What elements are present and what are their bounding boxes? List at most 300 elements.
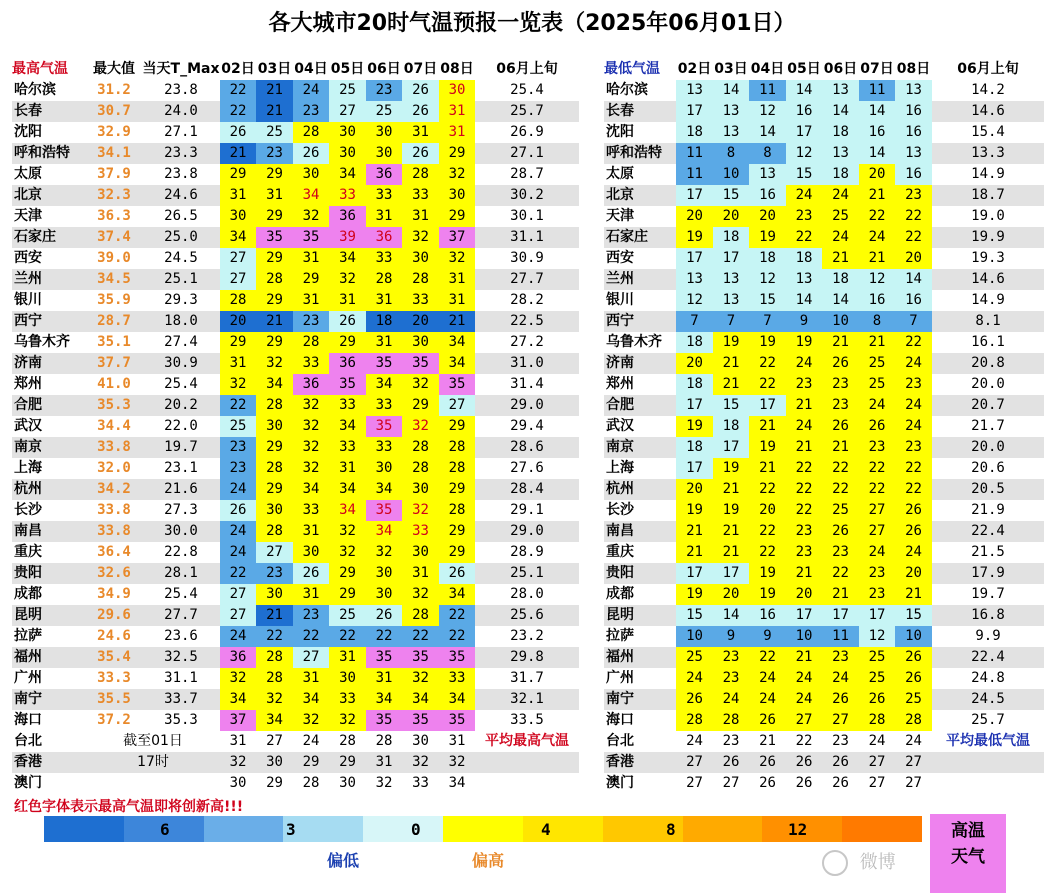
max-record-value: 32.6 (86, 563, 142, 584)
temp-cell: 32 (329, 269, 366, 290)
max-record-value: 32.0 (97, 460, 131, 476)
monthly-average: 33.5 (510, 712, 544, 728)
temp-cell: 24 (868, 733, 886, 749)
temp-cell: 31 (439, 101, 475, 122)
monthly-average: 19.9 (932, 227, 1044, 248)
today-tmax: 25.0 (142, 227, 220, 248)
temp-cell: 22 (822, 458, 859, 479)
temp-cell: 22 (859, 206, 895, 227)
min-temp-table (604, 59, 1044, 794)
temp-cell: 24 (859, 542, 895, 563)
temp-cell: 23 (859, 437, 895, 458)
city-name: 西宁 (604, 311, 676, 332)
temp-cell: 28 (256, 521, 293, 542)
temp-cell: 21 (822, 437, 859, 458)
monthly-average: 19.3 (971, 250, 1005, 266)
temp-cell: 32 (375, 775, 393, 791)
table-row (604, 227, 1044, 248)
temp-cell: 35 (366, 710, 402, 731)
temp-cell: 20 (713, 206, 749, 227)
temp-cell: 26 (822, 353, 859, 374)
temp-cell: 13 (713, 122, 749, 143)
temp-cell: 23 (895, 437, 932, 458)
temp-cell: 26 (220, 500, 256, 521)
today-tmax: 23.3 (142, 143, 220, 164)
temp-cell: 25 (329, 80, 366, 101)
temp-cell: 16 (749, 605, 786, 626)
temp-cell: 22 (822, 563, 859, 584)
temp-cell: 33 (402, 185, 439, 206)
column-header: 08日 (896, 61, 931, 77)
temp-cell: 32 (402, 752, 439, 773)
temp-cell: 35 (256, 227, 293, 248)
max-temp-table (12, 59, 579, 794)
temp-cell: 26 (832, 775, 849, 791)
temp-cell: 24 (686, 733, 703, 749)
temp-cell: 22 (220, 80, 256, 101)
temp-cell: 35 (402, 353, 439, 374)
temp-cell: 33 (366, 185, 402, 206)
today-tmax: 25.1 (142, 269, 220, 290)
today-tmax: 22.8 (164, 544, 198, 560)
temp-cell: 12 (749, 101, 786, 122)
temp-cell: 18 (822, 269, 859, 290)
temp-cell: 34 (256, 374, 293, 395)
temp-cell: 33 (293, 353, 329, 374)
temp-cell: 31 (293, 248, 329, 269)
temp-cell: 26 (329, 311, 366, 332)
temp-cell: 35 (439, 374, 475, 395)
temp-cell: 14 (749, 122, 786, 143)
city-name: 北京 (604, 185, 676, 206)
temp-cell: 19 (749, 437, 786, 458)
monthly-average: 25.4 (510, 82, 544, 98)
temp-cell: 22 (795, 733, 813, 749)
monthly-average: 24.8 (971, 670, 1005, 686)
table-row (12, 689, 579, 710)
temp-cell: 22 (439, 626, 475, 647)
temp-cell: 35 (402, 710, 439, 731)
max-record-value: 35.1 (97, 334, 131, 350)
temp-cell: 31 (293, 584, 329, 605)
max-record-value: 39.0 (97, 250, 131, 266)
temp-cell: 27 (822, 710, 859, 731)
temp-cell: 24 (713, 689, 749, 710)
column-header: 04日 (750, 61, 785, 77)
temp-cell: 21 (256, 311, 293, 332)
temp-cell: 21 (822, 332, 859, 353)
city-name: 武汉 (14, 418, 42, 434)
table-row (604, 374, 1044, 395)
monthly-average: 22.5 (475, 311, 579, 332)
temp-cell: 31 (402, 206, 439, 227)
temp-cell: 31 (402, 122, 439, 143)
monthly-average: 29.0 (475, 521, 579, 542)
temp-cell: 24 (220, 626, 256, 647)
temp-cell: 14 (859, 143, 895, 164)
temp-cell: 9 (786, 311, 822, 332)
monthly-average: 27.7 (475, 269, 579, 290)
temp-cell: 23 (220, 458, 256, 479)
table-row (12, 521, 579, 542)
temp-cell: 17 (676, 458, 713, 479)
monthly-average: 25.6 (475, 605, 579, 626)
temp-cell: 24 (293, 80, 329, 101)
table-header-row (604, 59, 1044, 80)
temp-cell: 25 (859, 374, 895, 395)
temp-cell: 22 (293, 626, 329, 647)
temp-cell: 26 (759, 775, 776, 791)
temp-cell: 30 (412, 733, 429, 749)
temp-cell: 25 (366, 101, 402, 122)
temp-cell: 26 (366, 605, 402, 626)
temp-cell: 34 (256, 710, 293, 731)
table-row (12, 479, 579, 500)
table-row (604, 542, 1044, 563)
temp-cell: 29 (439, 479, 475, 500)
temp-cell: 22 (256, 626, 293, 647)
temp-cell: 32 (220, 374, 256, 395)
city-name: 成都 (14, 586, 42, 602)
max-record-value: 37.4 (86, 227, 142, 248)
temp-cell: 24 (786, 353, 822, 374)
city-name: 上海 (606, 460, 634, 476)
column-header: 02日 (221, 61, 255, 77)
temp-cell: 28 (439, 437, 475, 458)
table-row (604, 122, 1044, 143)
temp-cell: 22 (439, 605, 475, 626)
temp-cell: 31 (256, 185, 293, 206)
temp-cell: 24 (905, 733, 922, 749)
monthly-average: 29.4 (510, 418, 544, 434)
city-name: 南宁 (12, 689, 86, 710)
city-name: 太原 (14, 166, 42, 182)
temp-cell: 30 (293, 164, 329, 185)
temp-cell: 11 (822, 626, 859, 647)
temp-cell: 29 (402, 395, 439, 416)
temp-cell: 28 (439, 458, 475, 479)
temp-cell: 19 (713, 500, 749, 521)
today-tmax: 25.4 (164, 586, 198, 602)
monthly-average: 13.3 (932, 143, 1044, 164)
temp-cell: 27 (266, 733, 283, 749)
temp-cell: 35 (402, 647, 439, 668)
table-row (604, 458, 1044, 479)
city-name: 南京 (604, 437, 676, 458)
city-name: 贵阳 (604, 563, 676, 584)
city-name: 上海 (14, 460, 42, 476)
temp-cell: 28 (402, 164, 439, 185)
monthly-average: 25.1 (475, 563, 579, 584)
temp-cell: 33 (329, 689, 366, 710)
today-tmax: 30.9 (142, 353, 220, 374)
temp-cell: 23 (822, 395, 859, 416)
today-tmax: 21.6 (142, 479, 220, 500)
temp-cell: 10 (822, 311, 859, 332)
temp-cell: 26 (822, 752, 859, 773)
temp-cell: 18 (676, 437, 713, 458)
max-record-value: 33.8 (97, 502, 131, 518)
table-row (604, 689, 1044, 710)
table-row (12, 290, 579, 311)
temp-cell: 24 (786, 668, 822, 689)
temp-cell: 25 (822, 206, 859, 227)
city-name: 福州 (604, 647, 676, 668)
temp-cell: 22 (220, 101, 256, 122)
temp-cell: 33 (293, 500, 329, 521)
table-row (12, 563, 579, 584)
table-row (12, 416, 579, 437)
legend-high-label: 偏高 (472, 851, 505, 870)
temp-cell: 19 (676, 500, 713, 521)
table-row (12, 185, 579, 206)
temp-cell: 33 (329, 437, 366, 458)
today-tmax: 19.7 (142, 437, 220, 458)
temp-cell: 35 (439, 647, 475, 668)
temp-cell: 20 (676, 479, 713, 500)
temp-cell: 28 (402, 605, 439, 626)
temp-cell: 30 (366, 458, 402, 479)
temp-cell: 37 (439, 227, 475, 248)
monthly-average: 28.7 (510, 166, 544, 182)
monthly-average: 14.6 (932, 101, 1044, 122)
temp-cell: 19 (749, 563, 786, 584)
temp-cell: 21 (786, 437, 822, 458)
temp-cell: 30 (256, 500, 293, 521)
table-row (604, 332, 1044, 353)
temp-cell: 26 (822, 416, 859, 437)
table-row (12, 206, 579, 227)
table-row (604, 710, 1044, 731)
temp-cell: 22 (749, 647, 786, 668)
temp-cell: 28 (339, 733, 356, 749)
temp-cell: 32 (402, 374, 439, 395)
table-row (604, 416, 1044, 437)
temp-cell: 24 (859, 395, 895, 416)
temp-cell: 31 (366, 752, 402, 773)
monthly-average: 20.5 (932, 479, 1044, 500)
city-name: 合肥 (12, 395, 86, 416)
today-tmax: 29.3 (164, 292, 198, 308)
temp-cell: 32 (402, 227, 439, 248)
city-name: 昆明 (12, 605, 86, 626)
temp-cell: 9 (713, 626, 749, 647)
city-name: 长沙 (14, 502, 42, 518)
city-name: 长沙 (606, 502, 634, 518)
legend-segment (204, 816, 284, 842)
monthly-average: 14.9 (971, 292, 1005, 308)
temp-cell: 31 (220, 185, 256, 206)
temp-cell: 23 (859, 563, 895, 584)
extra-row (604, 773, 1044, 794)
temp-cell: 29 (329, 563, 366, 584)
temp-cell: 10 (786, 626, 822, 647)
city-name: 拉萨 (14, 628, 42, 644)
column-header: 05日 (330, 61, 365, 77)
temp-cell: 24 (220, 479, 256, 500)
temp-cell: 24 (786, 416, 822, 437)
extra-row (604, 731, 1044, 752)
table-row (12, 143, 579, 164)
temp-cell: 18 (676, 122, 713, 143)
city-name: 兰州 (604, 269, 676, 290)
temp-cell: 26 (676, 689, 713, 710)
temp-cell: 30 (329, 143, 366, 164)
column-header: 07日 (403, 61, 438, 77)
city-name: 哈尔滨 (606, 82, 648, 98)
temp-cell: 39 (329, 227, 366, 248)
extra-note (86, 773, 220, 794)
today-tmax: 27.3 (164, 502, 198, 518)
temp-cell: 14 (822, 290, 859, 311)
temp-cell: 31 (366, 668, 402, 689)
temp-cell: 23 (895, 185, 932, 206)
average-label (475, 773, 579, 794)
city-name: 重庆 (606, 544, 634, 560)
temp-cell: 26 (220, 122, 256, 143)
temp-cell: 20 (786, 584, 822, 605)
temp-cell: 24 (786, 185, 822, 206)
table-row (12, 458, 579, 479)
temp-cell: 27 (786, 710, 822, 731)
city-name: 海口 (606, 712, 634, 728)
temp-cell: 13 (895, 80, 932, 101)
temp-cell: 32 (439, 248, 475, 269)
temp-cell: 31 (439, 122, 475, 143)
temp-cell: 25 (220, 416, 256, 437)
temp-cell: 32 (329, 710, 366, 731)
temp-cell: 27 (256, 542, 293, 563)
legend-tick: 6 (160, 820, 170, 839)
temp-cell: 7 (713, 311, 749, 332)
table-row (12, 542, 579, 563)
legend-tick: 12 (788, 820, 808, 839)
max-record-value: 35.9 (97, 292, 131, 308)
temp-cell: 22 (402, 626, 439, 647)
temp-cell: 22 (859, 479, 895, 500)
temp-cell: 19 (713, 458, 749, 479)
temp-cell: 24 (220, 521, 256, 542)
temp-cell: 17 (822, 605, 859, 626)
monthly-average: 25.7 (475, 101, 579, 122)
legend-segment (44, 816, 124, 842)
table-row (12, 164, 579, 185)
temp-cell: 22 (366, 626, 402, 647)
temp-cell: 15 (786, 164, 822, 185)
city-name: 太原 (606, 166, 634, 182)
temp-cell: 26 (895, 668, 932, 689)
temp-cell: 26 (749, 752, 786, 773)
temp-cell: 23 (366, 80, 402, 101)
monthly-average: 9.9 (975, 628, 1001, 644)
table-row (604, 584, 1044, 605)
temp-cell: 32 (366, 542, 402, 563)
temp-cell: 31 (366, 332, 402, 353)
temp-cell: 32 (402, 416, 439, 437)
temp-cell: 22 (786, 479, 822, 500)
temp-cell: 20 (220, 311, 256, 332)
temp-cell: 24 (676, 668, 713, 689)
legend-tick: 4 (541, 820, 551, 839)
temp-cell: 11 (749, 80, 786, 101)
temp-cell: 33 (439, 668, 475, 689)
temp-cell: 27 (676, 752, 713, 773)
monthly-average: 16.8 (932, 605, 1044, 626)
temp-cell: 26 (713, 752, 749, 773)
temp-cell: 19 (676, 584, 713, 605)
monthly-average: 30.2 (475, 185, 579, 206)
max-record-value: 30.7 (86, 101, 142, 122)
temp-cell: 23 (786, 206, 822, 227)
column-header: 当天T_Max (142, 61, 220, 77)
temp-cell: 30 (229, 775, 247, 791)
temp-cell: 29 (220, 332, 256, 353)
temp-cell: 33 (412, 775, 429, 791)
temp-cell: 14 (859, 101, 895, 122)
temp-cell: 34 (329, 248, 366, 269)
monthly-average: 28.2 (510, 292, 544, 308)
city-name: 兰州 (12, 269, 86, 290)
city-name: 杭州 (12, 479, 86, 500)
monthly-average: 22.4 (932, 521, 1044, 542)
monthly-average: 20.0 (932, 437, 1044, 458)
temp-cell: 22 (895, 332, 932, 353)
temp-cell: 34 (439, 353, 475, 374)
table-row (604, 521, 1044, 542)
record-warning: 红色字体表示最高气温即将创新高!!! (14, 799, 244, 815)
table-row (12, 395, 579, 416)
temp-cell: 22 (220, 395, 256, 416)
temp-cell: 28 (402, 458, 439, 479)
city-name: 济南 (12, 353, 86, 374)
temp-cell: 30 (256, 752, 293, 773)
column-header: 最高气温 (12, 61, 68, 77)
temp-cell: 23 (832, 733, 849, 749)
temp-cell: 28 (402, 269, 439, 290)
city-name: 杭州 (604, 479, 676, 500)
max-record-value: 41.0 (97, 376, 131, 392)
temp-cell: 28 (402, 437, 439, 458)
temp-cell: 7 (895, 311, 932, 332)
table-row (12, 710, 579, 731)
temp-cell: 20 (749, 500, 786, 521)
table-row (12, 353, 579, 374)
temp-cell: 21 (786, 395, 822, 416)
temp-cell: 18 (786, 248, 822, 269)
table-row (604, 437, 1044, 458)
temp-cell: 28 (895, 710, 932, 731)
monthly-average: 17.9 (932, 563, 1044, 584)
temp-cell: 21 (256, 605, 293, 626)
temp-cell: 22 (859, 458, 895, 479)
temp-cell: 22 (786, 458, 822, 479)
monthly-average: 28.0 (510, 586, 544, 602)
temp-cell: 36 (366, 227, 402, 248)
temp-cell: 19 (676, 416, 713, 437)
temp-cell: 30 (402, 248, 439, 269)
monthly-average: 30.9 (510, 250, 544, 266)
temp-cell: 33 (329, 185, 366, 206)
temp-cell: 33 (402, 521, 439, 542)
temp-cell: 28 (256, 269, 293, 290)
temp-cell: 24 (822, 227, 859, 248)
legend-tick: 8 (666, 820, 676, 839)
temp-cell: 17 (713, 437, 749, 458)
temp-cell: 29 (256, 332, 293, 353)
max-record-value: 37.9 (97, 166, 131, 182)
column-header: 06月上旬 (496, 61, 558, 77)
city-name: 香港 (604, 752, 676, 773)
